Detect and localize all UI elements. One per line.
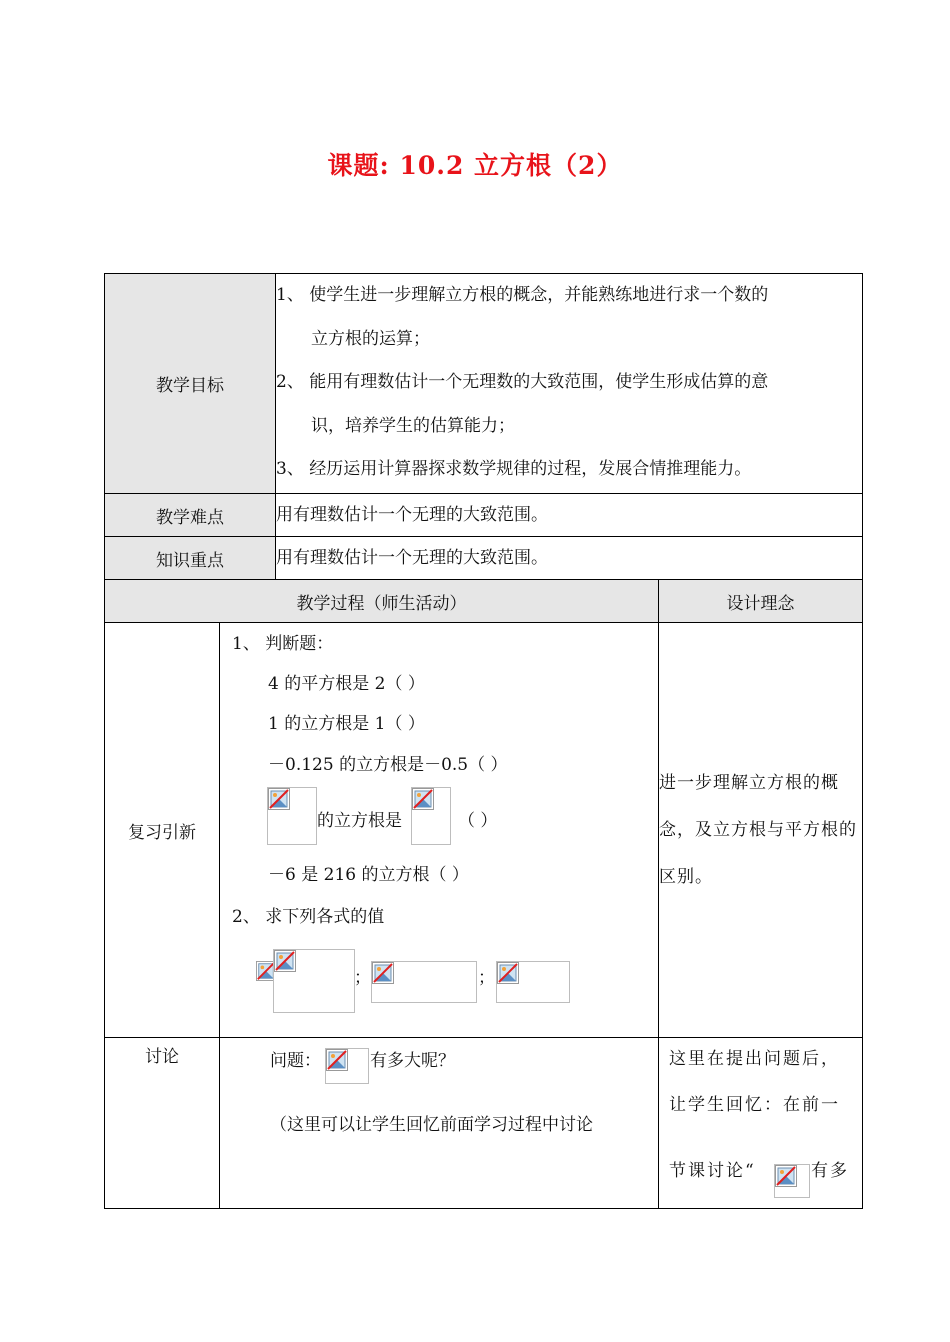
objectives-content — [276, 274, 863, 494]
formula-image — [325, 1048, 369, 1084]
objectives-row — [105, 274, 863, 494]
objective-2-line-2: 识，培养学生的估算能力； — [311, 415, 515, 436]
formula-image — [256, 961, 274, 997]
review-q1-d-middle: 的立方根是 — [317, 811, 402, 831]
discussion-design-line-3-suffix: 有多 — [811, 1161, 849, 1181]
discussion-label: 讨论 — [105, 1038, 220, 1209]
broken-image-icon — [372, 962, 394, 984]
discussion-design-line-2: 让学生回忆：在前一 — [669, 1095, 840, 1115]
objective-2-line-1: 2、 能用有理数估计一个无理数的大致范围，使学生形成估算的意 — [276, 372, 769, 392]
difficulty-text: 用有理数估计一个无理的大致范围。 — [276, 494, 863, 537]
review-row — [105, 623, 863, 1038]
formula-image — [273, 949, 355, 1013]
design-header: 设计理念 — [659, 580, 863, 623]
discussion-row — [105, 1038, 863, 1209]
broken-image-icon — [268, 788, 290, 810]
broken-image-icon — [775, 1165, 797, 1187]
broken-image-icon — [274, 950, 296, 972]
objective-1-line-1: 1、 使学生进一步理解立方根的概念，并能熟练地进行求一个数的 — [276, 285, 769, 305]
review-q1-e: －6 是 216 的立方根（ ） — [268, 865, 469, 885]
process-header-row — [105, 580, 863, 623]
page-title: 课题: 10.2 立方根（2） — [327, 151, 623, 180]
formula-image — [371, 961, 477, 1003]
key-point-label: 知识重点 — [105, 537, 276, 580]
review-q1-c: －0.125 的立方根是－0.5（ ） — [268, 755, 508, 775]
process-header: 教学过程（师生活动） — [105, 580, 659, 623]
review-q1-heading: 1、 判断题： — [232, 634, 334, 654]
formula-image — [496, 961, 570, 1003]
discussion-design-line-3-prefix: 节课讨论“ — [669, 1161, 756, 1181]
discussion-design-note — [659, 1038, 863, 1209]
review-label: 复习引新 — [105, 623, 220, 1038]
discussion-note: （这里可以让学生回忆前面学习过程中讨论 — [270, 1115, 593, 1135]
formula-image — [774, 1164, 810, 1198]
formula-image — [411, 787, 451, 845]
objective-3: 3、 经历运用计算器探求数学规律的过程，发展合情推理能力。 — [276, 459, 752, 479]
formula-image — [267, 787, 317, 845]
difficulty-row — [105, 494, 863, 537]
review-q1-d-end: （ ） — [458, 811, 498, 831]
review-design-note: 进一步理解立方根的概念，及立方根与平方根的区别。 — [659, 623, 863, 1038]
broken-image-icon — [497, 962, 519, 984]
discussion-question-prefix: 问题： — [270, 1051, 321, 1071]
objectives-label: 教学目标 — [105, 274, 276, 494]
review-q1-b: 1 的立方根是 1（ ） — [268, 714, 425, 734]
key-point-row — [105, 537, 863, 580]
discussion-question-suffix: 有多大呢？ — [370, 1051, 455, 1071]
discussion-design-line-1: 这里在提出问题后， — [669, 1049, 840, 1069]
separator: ； — [354, 968, 371, 988]
objective-1-line-2: 立方根的运算； — [311, 328, 430, 349]
difficulty-label: 教学难点 — [105, 494, 276, 537]
discussion-content — [220, 1038, 659, 1209]
review-q2-heading: 2、 求下列各式的值 — [232, 907, 385, 927]
lesson-plan-table — [104, 273, 863, 1209]
review-content — [220, 623, 659, 1038]
broken-image-icon — [326, 1049, 348, 1071]
review-q1-a: 4 的平方根是 2（ ） — [268, 674, 425, 694]
broken-image-icon — [412, 788, 434, 810]
separator: ； — [478, 968, 495, 988]
key-point-text: 用有理数估计一个无理的大致范围。 — [276, 537, 863, 580]
